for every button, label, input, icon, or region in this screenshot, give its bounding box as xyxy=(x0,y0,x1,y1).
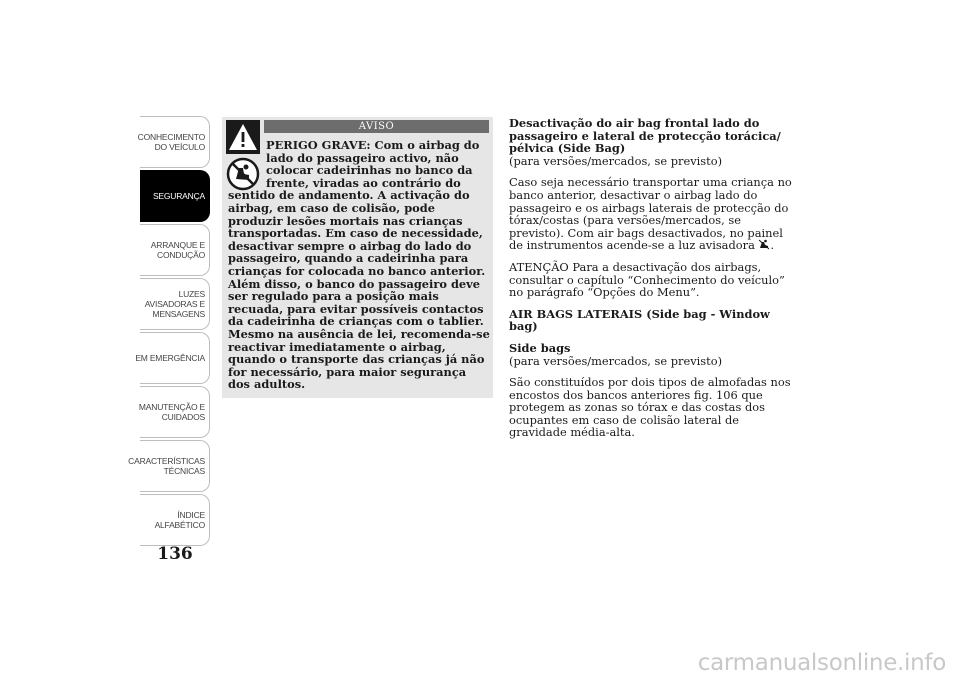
tab-label-line: MENSAGENS xyxy=(152,309,205,319)
tab-label-line: DO VEÍCULO xyxy=(154,142,205,152)
tab-em-emergencia[interactable] xyxy=(135,332,210,384)
tab-conhecimento-do-veiculo[interactable] xyxy=(137,116,210,168)
watermark-text: carmanualsonline.info xyxy=(697,650,946,676)
tab-label-line: CONDUÇÃO xyxy=(157,250,205,260)
paragraph-text-end: . xyxy=(770,238,775,253)
tab-label-line: ÍNDICE xyxy=(177,510,205,520)
tab-indice-alfabetico[interactable] xyxy=(140,494,210,546)
tab-manutencao-e-cuidados[interactable] xyxy=(140,386,210,438)
tab-label-line: CONHECIMENTO xyxy=(137,132,205,142)
tab-label-line: AVISADORAS E xyxy=(144,299,205,309)
section-subtitle-2: (para versões/mercados, se previsto) xyxy=(509,353,723,368)
tab-label-line: CUIDADOS xyxy=(161,412,205,422)
tab-label-line: EM EMERGÊNCIA xyxy=(135,353,205,363)
warning-text-body: PERIGO GRAVE: Com o airbag do lado do passageiro activo, não colocar cadeirinhas no banco da frente, viradas ao contrário do sentido de andamento. A activação do airbag, em caso de colisão, pode produzir lesões mortais nas crianças transportadas. Em caso de necessidade, desactivar sempre o airbag do lado do passageiro, quando a cadeirinha para crianças for colocada no banco anterior. Além disso, o banco do passageiro deve ser regulado para a posição mais recuada, para evitar possíveis contactos da cadeirinha de crianças com o tablier. Mesmo na ausência de lei, recomenda-se reactivar imediatamente o airbag, quando o transporte das crianças já não for necessário, para maior segurança dos adultos. xyxy=(228,138,490,392)
tab-label-line: CARACTERÍSTICAS xyxy=(128,456,205,466)
page-number: 136 xyxy=(157,544,193,564)
warning-box xyxy=(222,117,493,398)
right-column xyxy=(509,117,794,448)
paragraph-side-bags: São constituídos por dois tipos de almofadas nos encostos dos bancos anteriores fig. 106 que protegem as zonas so tórax e das costas dos ocupantes em caso de colisão lateral de gravidade média-alta. xyxy=(509,375,791,440)
section-subtitle: (para versões/mercados, se previsto) xyxy=(509,153,723,168)
tab-label-line: MANUTENÇÃO E xyxy=(138,402,205,412)
tab-label-line: ALFABÉTICO xyxy=(154,520,205,530)
warning-text xyxy=(228,139,490,391)
paragraph-deactivation xyxy=(509,176,794,252)
tab-label-line: TÉCNICAS xyxy=(163,466,205,476)
paragraph-attention: ATENÇÃO Para a desactivação dos airbags, consultar o capítulo “Conhecimento do veículo” no parágrafo “Opções do Menu”. xyxy=(509,259,785,300)
section-title-side-bags-sub: Side bags xyxy=(509,340,571,355)
section-title-desactivacao: Desactivação do air bag frontal lado do passageiro e lateral de protecção torácica/ pélvica (Side Bag) xyxy=(509,116,781,156)
section-title-side-bags: AIR BAGS LATERAIS (Side bag - Window bag) xyxy=(509,306,770,334)
tab-luzes-avisadoras[interactable] xyxy=(140,278,210,330)
paragraph-text: Caso seja necessário transportar uma criança no banco anterior, desactivar o airbag lado do passageiro e os airbags laterais de protecção do tórax/costas (para versões/mercados, se previsto). Com air bags desactivados, no painel de instrumentos acende-se a luz avisadora xyxy=(509,175,792,253)
warning-header: AVISO xyxy=(264,120,489,133)
tab-caracteristicas-tecnicas[interactable] xyxy=(128,440,210,492)
tab-arranque-e-conducao[interactable] xyxy=(140,224,210,276)
tab-label-line: LUZES xyxy=(178,289,205,299)
tab-seguranca[interactable] xyxy=(140,170,210,222)
tab-label-line: ARRANQUE E xyxy=(150,240,205,250)
tab-label-line: SEGURANÇA xyxy=(152,191,205,201)
airbag-off-warning-icon xyxy=(758,239,770,250)
